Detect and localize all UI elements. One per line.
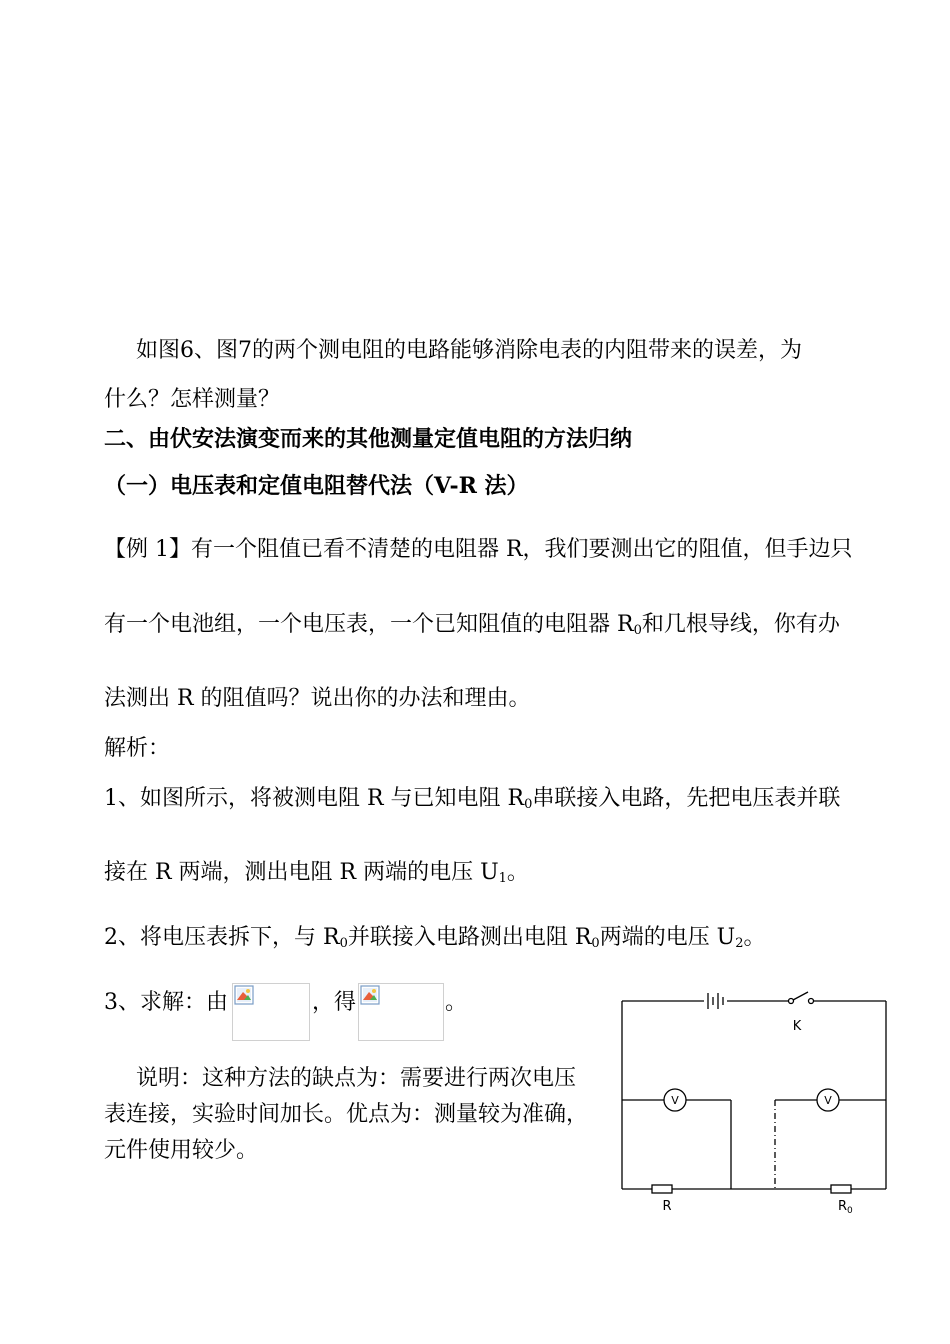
example-line-3: 法测出 R 的阻值吗？说出你的办法和理由。 [104,686,531,711]
formula-image-2 [358,983,444,1041]
circuit-diagram [612,980,897,1220]
resistor0-label: $R_0$ [838,1199,853,1216]
note-line-1: 说明：这种方法的缺点为：需要进行两次电压 [136,1066,577,1091]
analysis-step-1-cont: 接在 R 两端，测出电阻 R 两端的电压 $U_1$。 [104,860,529,886]
section-title: 二、由伏安法演变而来的其他测量定值电阻的方法归纳 [104,426,633,452]
example-line-1: 【例 1】有一个阻值已看不清楚的电阻器 R，我们要测出它的阻值，但手边只 [104,537,853,562]
voltmeter-label: V [671,1094,679,1107]
intro-line-2: 什么？怎样测量？ [104,387,281,412]
analysis-step-1: 1、如图所示，将被测电阻 R 与已知电阻 $R_0$串联接入电路，先把电压表并联 [104,786,841,812]
analysis-step-2: 2、将电压表拆下，与 $R_0$并联接入电路测出电阻 $R_0$两端的电压 $U_2$。 [104,925,766,951]
example-line-2: 有一个电池组，一个电压表，一个已知阻值的电阻器 $R_0$和几根导线，你有办 [104,612,840,638]
switch-lever [793,992,808,1000]
switch-contact [809,999,814,1004]
analysis-label: 解析： [104,736,171,761]
note-line-2: 表连接，实验时间加长。优点为：测量较为准确， [104,1102,589,1127]
intro-line-1: 如图6、图7的两个测电阻的电路能够消除电表的内阻带来的误差，为 [136,338,802,363]
resistor-label: R [662,1199,672,1214]
analysis-step-3-b: ，得 [312,990,357,1015]
switch-contact [789,999,794,1004]
resistor-r0 [831,1185,851,1193]
formula-image-1 [232,983,310,1041]
subsection-title: （一）电压表和定值电阻替代法（V-R 法） [104,473,529,499]
switch-label: K [792,1019,802,1034]
subscript: 0 [633,623,642,638]
analysis-step-3-c: 。 [445,990,468,1015]
note-line-3: 元件使用较少。 [104,1138,259,1163]
analysis-step-3-a: 3、求解：由 [104,990,228,1015]
broken-image-icon [360,985,380,1005]
broken-image-icon [234,985,254,1005]
resistor-r [652,1185,672,1193]
voltmeter-label: V [824,1094,832,1107]
